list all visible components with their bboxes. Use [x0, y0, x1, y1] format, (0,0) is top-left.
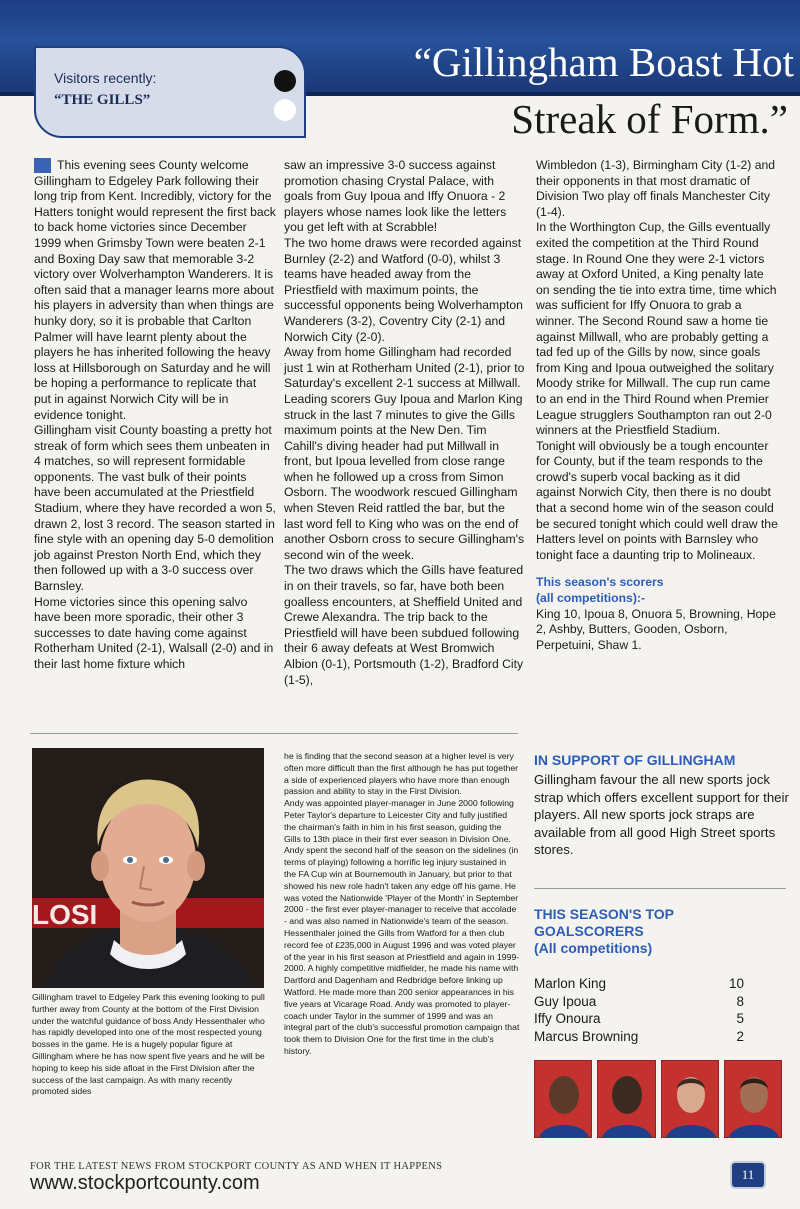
scorer-row: Marcus Browning 2 [534, 1028, 744, 1044]
scorer-row: Iffy Onoura 5 [534, 1011, 744, 1026]
page-number: 11 [730, 1161, 766, 1189]
scorer-photo-onuora [661, 1060, 719, 1138]
article-paragraph: This evening sees County welcome Gillingham to Edgeley Park following their long trip from Kent. Incredibly, victory for the Hatters tonight would represent the first back to back home victories since December 1999 when Grimsby Town were beaten 2-1 and Boxing Day saw that memorable 3-2 victory over Wolverhampton Wanderers. It is often said that a manager learns more about his players in adversity than when things are hunky dory, so it is probable that Carlton Palmer will have learnt plenty about the players he has inherited following the heavy loss at Hillsborough on Saturday and he will be hoping a performance to replicate that put in against Norwich City will be in evidence tonight. [34, 158, 276, 422]
profile-column [284, 751, 520, 1058]
top-scorers-table [534, 975, 744, 1045]
article-column-3 [536, 158, 778, 653]
scorers-list: King 10, Ipoua 8, Onuora 5, Browning, Hope 2, Ashby, Butters, Gooden, Osborn, Perpetuini, Shaw 1. [536, 606, 776, 652]
article-paragraph: In the Worthington Cup, the Gills eventually exited the competition at the Third Round stage. In Round One they were 2-1 victors away at Oxford United, a King penalty late on sending the tie into extra time, time which was sufficient for Iffy Onuora to grab a winner. The Second Round saw a home tie against Millwall, who are probably getting a tad fed up of the Gills by now, since goals from King and Ipoua outweighed the solitary Moody strike for Millwall. The cup run came to an end in the Third Round when Premier League strugglers Southampton ran out 2-0 winners at the Priestfield Stadium. [536, 220, 777, 438]
photo-banner-text: LOSI [32, 899, 98, 930]
scorer-row: Marlon King 10 [534, 976, 744, 991]
footer-url-link[interactable]: www.stockportcounty.com [30, 1172, 260, 1194]
headline-line-2: Streak of Form.” [511, 96, 788, 142]
article-paragraph: Wimbledon (1-3), Birmingham City (1-2) and their opponents in that most dramatic of Division Two play off finals Manchester City (1-4). [536, 158, 776, 219]
profile-paragraph: Hessenthaler joined the Gills from Watford for a then club record fee of £235,000 in August 1996 and was voted player of the year in his first season at Priestfield and again in 1999-2000. A highly competitive midfielder, he made his name with Dartford and Dagenham and Redbridge before linking up Watford. He made more than 200 senior appearances in his five years at Vicarage Road. Andy was promoted to player-coach under Taylor in the summer of 1999 and was an integral part of the club's successful promotion campaign that took them to Division One for the first time in the club's history. [284, 927, 520, 1056]
scorer-photos [534, 1060, 782, 1138]
scorer-photo-browning [724, 1060, 782, 1138]
profile-paragraph: Andy was appointed player-manager in June 2000 following Peter Taylor's departure to Leicester City and fully justified the chairman's faith in him in his first season, guiding the Gills to 13th place in their first ever season in Division One. Andy spent the second half of the season on the sidelines (in terms of playing) following a horrific leg injury sustained in the FA Cup win at Bournemouth in January, but prior to that showed his new role hadn't taken any edge off his game. He was voted the Nationwide 'Player of the Month' in September 2000 - the first ever player-manager to receive that accolade - and was also named in Nationwide's team of the season. [284, 798, 519, 927]
support-text: Gillingham favour the all new sports jock strap which offers excellent support for their players. All new sports jock straps are available from all good High Street sports stores. [534, 772, 789, 857]
profile-paragraph: he is finding that the second season at a higher level is very often more difficult than the first although he has put together a side of experienced players who have more than enough passion and ability to stay in the First Division. [284, 751, 519, 797]
visitors-label: Visitors recently: [54, 70, 157, 86]
black-dot-icon [274, 70, 296, 92]
white-dot-icon [274, 99, 296, 121]
square-bullet-icon [34, 158, 51, 173]
article-paragraph: The two home draws were recorded against Burnley (2-2) and Watford (0-0), whilst 3 teams have headed away from the Priestfield with maximum points, the successful opponents being Wolverhampton Wanderers (3-2), Coventry City (2-1) and Norwich City (2-0). [284, 235, 523, 344]
sidebar-divider [534, 888, 786, 889]
article-paragraph: Home victories since this opening salvo have been more sporadic, their other 3 successes to date having come against Rotherham United (2-1), Walsall (2-0) and in their last home fixture which [34, 594, 274, 671]
article-paragraph: Gillingham visit County boasting a pretty hot streak of form which sees them unbeaten in 4 matches, so will represent formidable opponents. The vast bulk of their points have been accumulated at the Priestfield Stadium, where they have recorded a won 5, drawn 2, lost 3 record. The season started in fine style with an opening day 5-0 demolition job against Preston North End, which they then followed up with a 3-0 success over Barnsley. [34, 423, 276, 594]
article-paragraph: Away from home Gillingham had recorded just 1 win at Rotherham United (2-1), prior to Saturday's excellent 2-1 success at Millwall. Leading scorers Guy Ipoua and Marlon King struck in the last 7 minutes to give the Gills maximum points at the New Den. Tim Cahill's diving header had put Millwall in front, but Ipoua levelled from close range when he followed up a cross from Simon Osborn. The woodwork rescued Gillingham when Steven Reid rattled the bar, but the last word fell to King who was on the end of another Osborn cross to secure Gillingham's second win of the week. [284, 345, 525, 562]
headline-line-1: “Gillingham Boast Hot [413, 39, 794, 85]
article-paragraph: saw an impressive 3-0 success against promotion chasing Crystal Palace, with goals from Guy Ipoua and Iffy Onuora - 2 players whose names look like the letters you get left with at Scrabble! [284, 158, 507, 235]
scorer-row: Guy Ipoua 8 [534, 993, 744, 1009]
visitors-box [34, 46, 306, 138]
scorer-photo-king [534, 1060, 592, 1138]
photo-caption: Gillingham travel to Edgeley Park this evening looking to pull further away from County at the bottom of the First Division under the watchful guidance of boss Andy Hessenthaler who has rapidly developed into one of the most respected young bosses in the game. He is a hugely popular figure at Gillingham where he has now spent five years and he will be hoping to keep his side afloat in the First Division after the success of the last campaign. As with many recently promoted sides [32, 992, 265, 1097]
article-column-2 [284, 158, 526, 688]
footer-tagline: FOR THE LATEST NEWS FROM STOCKPORT COUNTY AS AND WHEN IT HAPPENS [30, 1161, 443, 1172]
support-heading: IN SUPPORT OF GILLINGHAM [534, 752, 736, 768]
section-divider [30, 733, 518, 734]
visitors-team: “THE GILLS” [54, 92, 151, 108]
article-paragraph: Tonight will obviously be a tough encounter for County, but if the team responds to the crowd's superb vocal backing as it did against Norwich City, then there is no doubt that a second home win of the season could be secured tonight which could well draw the Hatters level on points with Barnsley who tonight face a daunting trip to Molineaux. [536, 438, 778, 562]
article-column-1 [34, 158, 276, 673]
manager-photo [32, 748, 264, 988]
scorers-heading: This season's scorers (all competitions):- [536, 575, 664, 606]
top-scorers-heading: THIS SEASON'S TOP GOALSCORERS (All competitions) [534, 906, 674, 956]
article-paragraph: The two draws which the Gills have featured in on their travels, so far, have both been goalless encounters, at Sheffield United and Crewe Alexandra. The trip back to the Priestfield will have been subdued following their 6 away defeats at West Bromwich Albion (0-1), Portsmouth (1-2), Bradford City (1-5), [284, 563, 524, 687]
scorer-photo-ipoua [597, 1060, 655, 1138]
